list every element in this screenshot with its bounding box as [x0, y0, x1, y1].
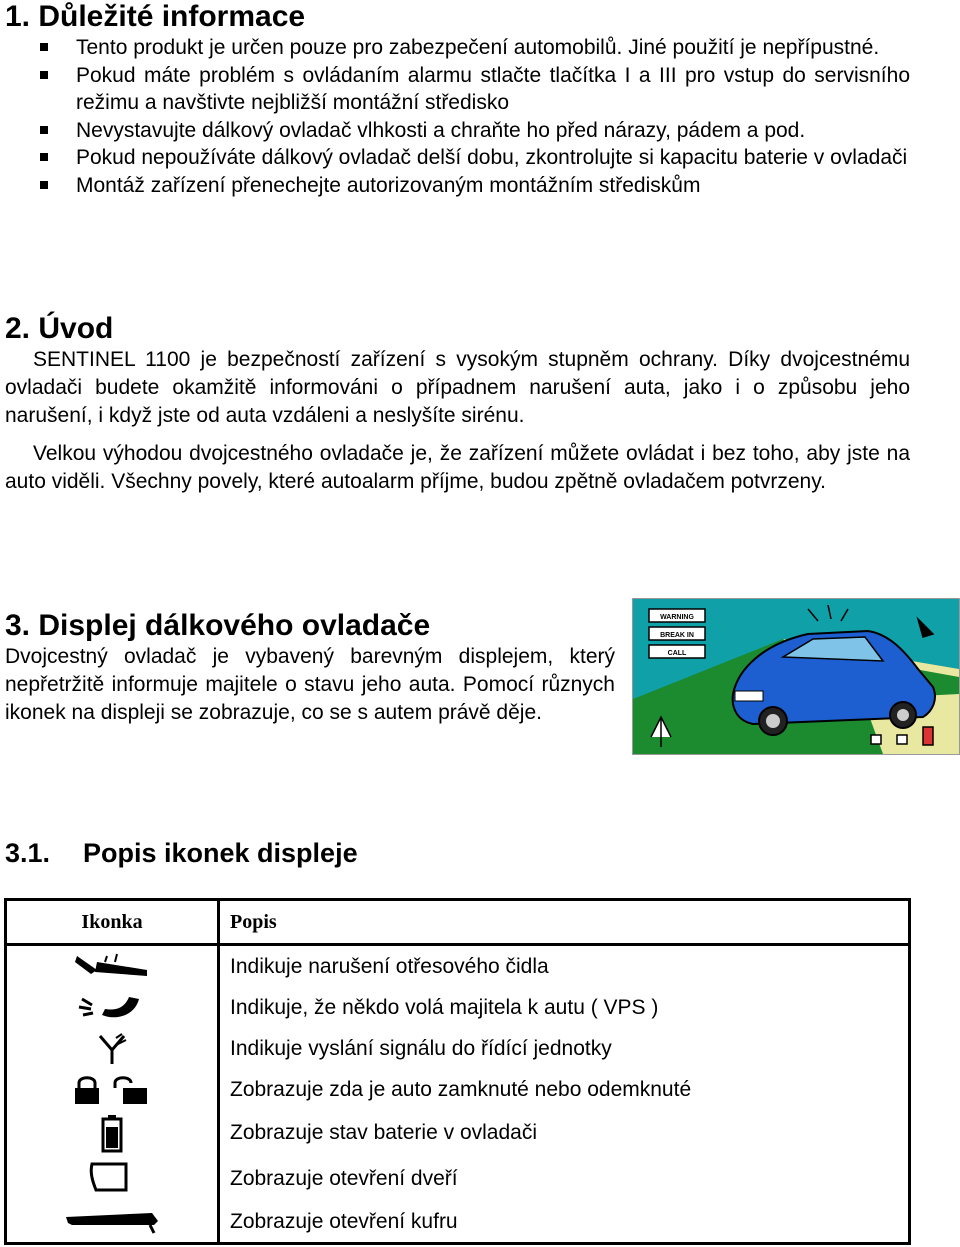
remote-display-illustration [632, 598, 960, 755]
row-description: Zobrazuje zda je auto zamknuté nebo odemknuté [219, 1069, 910, 1110]
section-number: 3.1. [5, 838, 51, 868]
list-item: Montáž zařízení přenechejte autorizovaným montážním střediskům [40, 172, 910, 200]
display-paragraph: Dvojcestný ovladač je vybavený barevným displejem, který nepřetržitě informuje majitele o stavu jeho auta. Pomocí různych ikonek na displeji se zobrazuje, co se s autem právě děje. [5, 645, 615, 724]
table-row [6, 987, 910, 1028]
table-row [6, 945, 910, 988]
display-label-warning: WARNING [660, 614, 694, 621]
intro-paragraph-2: Velkou výhodou dvojcestného ovladače je, že zařízení můžete ovládat i bez toho, aby jste na auto viděli. Všechny povely, které autoalarm příjme, budou zpětně ovladačem potvrzeny. [5, 442, 910, 493]
description-column-header: Popis [219, 900, 910, 945]
section-title: Popis ikonek displeje [83, 838, 358, 868]
display-label-call: CALL [667, 650, 687, 657]
display-label-break-in: BREAK IN [660, 632, 694, 639]
list-item: Nevystavujte dálkový ovladač vlhkosti a chraňte ho před nárazy, pádem a pod. [40, 117, 910, 145]
row-description: Zobrazuje otevření dveří [219, 1156, 910, 1201]
table-row [6, 1069, 910, 1110]
list-item: Pokud nepoužíváte dálkový ovladač delší dobu, zkontrolujte si kapacitu baterie v ovladači [40, 144, 910, 172]
section-2-heading: 2. Úvod [5, 312, 114, 345]
table-row [6, 1156, 910, 1201]
table-row [6, 1110, 910, 1156]
row-description: Indikuje vyslání signálu do řídící jednotky [219, 1028, 910, 1069]
antenna-icon [92, 1032, 132, 1066]
row-description: Indikuje narušení otřesového čidla [219, 945, 910, 988]
section-1-heading: 1. Důležité informace [5, 0, 306, 33]
table-header-row [6, 900, 910, 945]
battery-icon [97, 1113, 127, 1153]
section-3-heading: 3. Displej dálkového ovladače [5, 609, 431, 642]
door-icon [82, 1160, 142, 1198]
important-info-list [40, 34, 910, 199]
intro-paragraph-1: SENTINEL 1100 je bezpečností zařízení s vysokým stupněm ochrany. Díky dvojcestnému ovladači budete okamžitě informováni o případnem narušení auta, jako i o způsobu jeho narušení, i když jste od auta vzdáleni a neslyšíte sirénu. [5, 348, 910, 427]
row-description: Zobrazuje stav baterie v ovladači [219, 1110, 910, 1156]
icon-description-table [4, 898, 911, 1245]
call-icon [67, 993, 157, 1023]
list-item: Pokud máte problém s ovládaním alarmu stlačte tlačítka I a III pro vstup do servisního režimu a navštivte nejbližší montážní středisko [40, 62, 910, 117]
table-row [6, 1028, 910, 1069]
row-description: Zobrazuje otevření kufru [219, 1201, 910, 1244]
row-description: Indikuje, že někdo volá majitela k autu ( VPS ) [219, 987, 910, 1028]
icon-column-header: Ikonka [6, 900, 219, 945]
table-row [6, 1201, 910, 1244]
list-item: Tento produkt je určen pouze pro zabezpečení automobilů. Jiné použití je nepřípustné. [40, 34, 910, 62]
lock-unlock-icon [67, 1074, 157, 1106]
shock-sensor-icon [67, 952, 157, 982]
section-3-1-heading [5, 836, 358, 870]
trunk-icon [62, 1207, 162, 1237]
